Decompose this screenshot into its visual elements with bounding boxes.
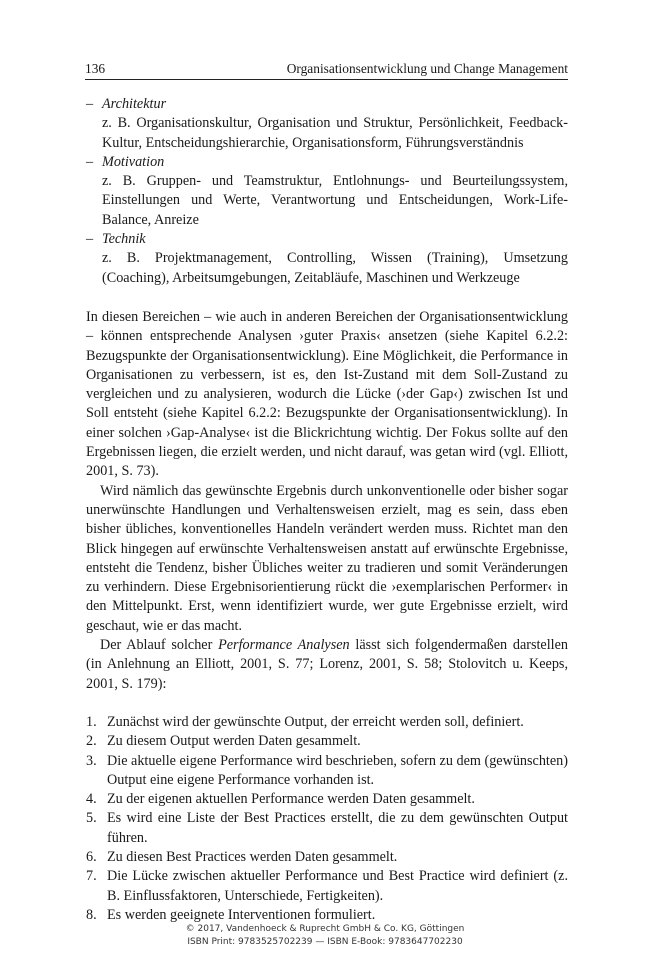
paragraph	[86, 636, 568, 694]
paragraph-text: Der Ablauf solcher	[100, 637, 219, 654]
list-item-text: Es wird eine Liste der Best Practices erstellt, die zu dem gewünschten Output führen.	[107, 810, 568, 846]
list-number: 6.	[86, 848, 97, 865]
list-item-text: Es werden geeignete Interventionen formuliert.	[107, 906, 376, 923]
list-number: 7.	[86, 868, 97, 885]
list-item	[86, 752, 568, 791]
bullet-detail: z. B. Projektmanagement, Controlling, Wissen (Training), Umsetzung (Coaching), Arbeitsumgebungen, Zeitabläufe, Maschinen und Werkzeuge	[102, 250, 568, 286]
running-head	[85, 60, 568, 80]
list-item	[86, 732, 568, 751]
list-item-text: Die aktuelle eigene Performance wird beschrieben, sofern zu dem (gewünschten) Output eine eigene Performance vorhanden ist.	[107, 752, 568, 788]
copyright-footer	[0, 923, 650, 949]
bullet-item	[86, 153, 568, 172]
bullet-dash: –	[86, 231, 94, 248]
list-item	[86, 809, 568, 848]
list-item	[86, 867, 568, 906]
bullet-heading: Architektur	[102, 96, 167, 112]
list-item-text: Zu diesen Best Practices werden Daten gesammelt.	[107, 848, 398, 865]
bullet-item	[86, 95, 568, 114]
bullet-item	[86, 230, 568, 249]
list-number: 5.	[86, 810, 97, 827]
paragraph-text: lässt sich folgendermaßen darstellen (in Anlehnung an Elliott, 2001, S. 77; Lorenz, 2001, S. 58; Stolovitch u. Keeps, 2001, S. 179):	[86, 637, 568, 692]
list-number: 4.	[86, 791, 97, 808]
bullet-detail: z. B. Organisationskultur, Organisation und Struktur, Persönlichkeit, Feedback-Kultur, Entscheidungshierarchie, Organisationsform, Führungsverständnis	[102, 115, 568, 151]
list-item	[86, 713, 568, 732]
bullet-dash: –	[86, 153, 94, 170]
list-item	[86, 848, 568, 867]
bullet-list	[86, 95, 568, 288]
numbered-list	[86, 713, 568, 925]
list-number: 1.	[86, 713, 97, 730]
list-number: 8.	[86, 906, 97, 923]
paragraph: Wird nämlich das gewünschte Ergebnis durch unkonventionelle oder bisher sogar unerwünschte Handlungen und Verhaltensweisen erzielt, mag es sein, dass eben bisher übliches, konventionelles Handeln verändert werden muss. Richtet man den Blick hingegen auf erwünschte Verhaltensweisen anstatt auf erwünschte Ergebnisse, entsteht die Tendenz, bisher Übliches weiter zu tradieren und somit Veränderungen zu verhindern. Diese Ergebnisorientierung rückt die ›exemplarischen Performer‹ in den Mittelpunkt. Erst, wenn identifiziert wurde, wer gute Ergebnisse erzielt, wird geschaut, wie er das macht.	[86, 482, 568, 634]
bullet-heading: Motivation	[102, 153, 165, 170]
bullet-detail: z. B. Gruppen- und Teamstruktur, Entlohnungs- und Beurteilungssystem, Einstellungen und Werte, Verantwortung und Entscheidungen, Work-Life-Balance, Anreize	[102, 173, 568, 228]
list-item-text: Zunächst wird der gewünschte Output, der erreicht werden soll, definiert.	[107, 713, 524, 730]
list-item-text: Zu der eigenen aktuellen Performance werden Daten gesammelt.	[107, 791, 475, 808]
list-number: 2.	[86, 733, 97, 750]
list-item	[86, 790, 568, 809]
page-number: 136	[85, 61, 106, 76]
list-item-text: Zu diesem Output werden Daten gesammelt.	[107, 733, 361, 750]
bullet-dash: –	[86, 96, 94, 112]
copyright-line: © 2017, Vandenhoeck & Ruprecht GmbH & Co. KG, Göttingen	[185, 924, 465, 934]
running-title: Organisationsentwicklung und Change Management	[286, 61, 568, 76]
isbn-line: ISBN Print: 9783525702239 — ISBN E-Book: 9783647702230	[187, 937, 463, 947]
list-item-text: Die Lücke zwischen aktueller Performance und Best Practice wird definiert (z. B. Einflussfaktoren, Unterschiede, Fertigkeiten).	[107, 868, 568, 904]
emphasized-term: Performance Analysen	[218, 637, 350, 654]
body-text	[86, 95, 568, 925]
paragraph: In diesen Bereichen – wie auch in anderen Bereichen der Organisationsentwicklung – können entsprechende Analysen ›guter Praxis‹ ansetzen (siehe Kapitel 6.2.2: Bezugspunkte der Organisationsentwicklung). Eine Möglichkeit, die Performance in Organisationen zu verbessern, ist es, den Ist-Zustand mit dem Soll-Zustand zu vergleichen und zu analysieren, wodurch die Lücke (›der Gap‹) zwischen Ist und Soll entsteht (siehe Kapitel 6.2.2: Bezugspunkte der Organisationsentwicklung). In einer solchen ›Gap-Analyse‹ ist die Blickrichtung wichtig. Der Fokus sollte auf den Ergebnissen liegen, die erzielt werden, und nicht darauf, was getan wird (vgl. Elliott, 2001, S. 73).	[86, 308, 568, 480]
bullet-heading: Technik	[102, 231, 146, 248]
list-number: 3.	[86, 752, 97, 769]
